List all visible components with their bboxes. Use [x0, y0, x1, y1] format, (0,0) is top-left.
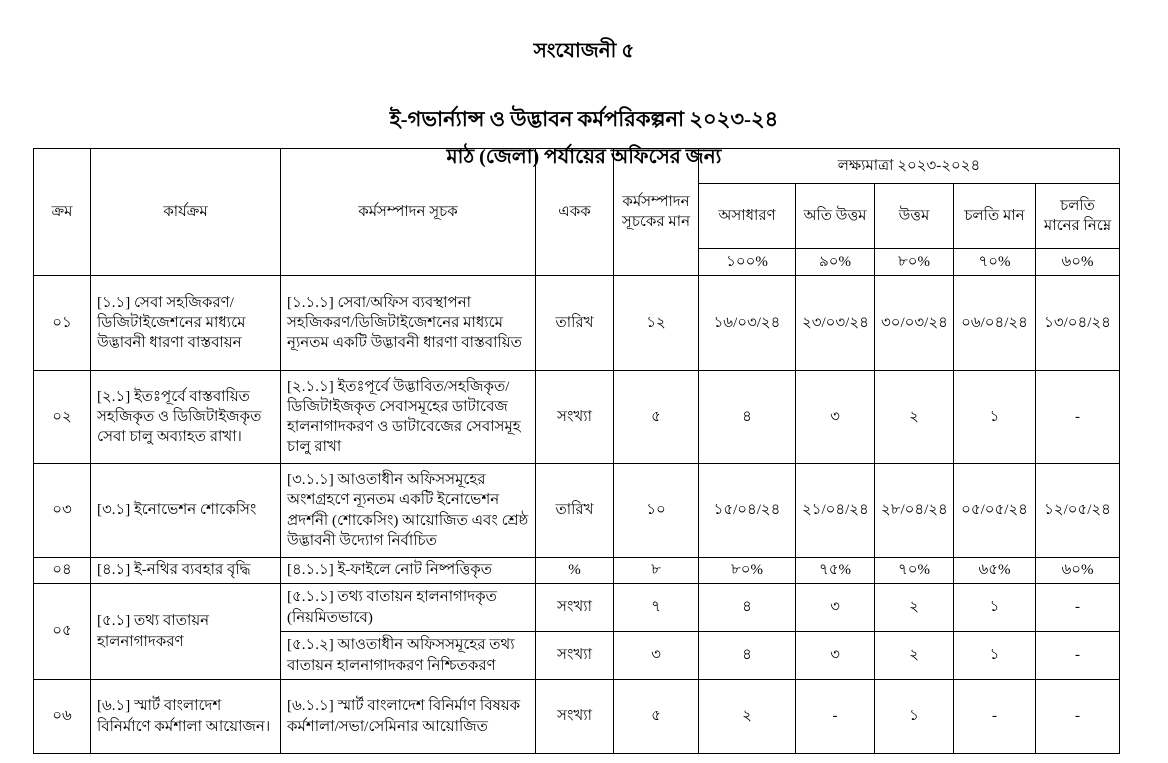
activity-cell: [৪.১] ই-নথির ব্যবহার বৃদ্ধি [91, 558, 281, 584]
target-cell: - [1036, 371, 1120, 464]
indicator-cell: [৪.১.১] ই-ফাইলে নোট নিষ্পত্তিকৃত [281, 558, 536, 584]
header-level-outstanding: অসাধারণ [699, 184, 796, 249]
header-pct-100: ১০০% [699, 249, 796, 276]
target-cell: ৩ [796, 584, 875, 632]
target-cell: ৩০/০৩/২৪ [875, 276, 954, 371]
target-cell: ২ [699, 680, 796, 754]
serial-cell: ০২ [34, 371, 91, 464]
weight-cell: ১০ [614, 464, 699, 558]
target-cell: ১ [875, 680, 954, 754]
target-cell: - [954, 680, 1036, 754]
activity-cell: [২.১] ইতঃপূর্বে বাস্তবায়িত সহজিকৃত ও ডিজিটাইজকৃত সেবা চালু অব্যাহত রাখা। [91, 371, 281, 464]
header-pct-90: ৯০% [796, 249, 875, 276]
activity-cell: [৩.১] ইনোভেশন শোকেসিং [91, 464, 281, 558]
target-cell: ১ [954, 584, 1036, 632]
target-cell: ৬৫% [954, 558, 1036, 584]
indicator-cell: [২.১.১] ইতঃপূর্বে উদ্ভাবিত/সহজিকৃত/ ডিজিটাইজকৃত সেবাসমূহের ডাটাবেজ হালনাগাদকরণ ও ডাটাবেজের সেবাসমূহ চালু রাখা [281, 371, 536, 464]
header-indicator-value: কর্মসম্পাদন সূচকের মান [614, 149, 699, 276]
page-title: ই-গভার্ন্যান্স ও উদ্ভাবন কর্মপরিকল্পনা ২০২৩-২৪ [389, 107, 779, 131]
indicator-cell: [৬.১.১] স্মার্ট বাংলাদেশ বিনির্মাণ বিষয়ক কর্মশালা/সভা/সেমিনার আয়োজিত [281, 680, 536, 754]
annex-title: সংযোজনী ৫ [533, 40, 635, 62]
page-subtitle: মাঠ (জেলা) পর্যায়ের অফিসের জন্য [446, 146, 722, 168]
table-row [34, 558, 1120, 584]
unit-cell: তারিখ [536, 276, 614, 371]
target-cell: ৪ [699, 584, 796, 632]
serial-cell: ০৬ [34, 680, 91, 754]
header-activity: কার্যক্রম [91, 149, 281, 276]
target-cell: ২৩/০৩/২৪ [796, 276, 875, 371]
target-cell: ২ [875, 584, 954, 632]
header-level-very-good: অতি উত্তম [796, 184, 875, 249]
target-cell: ২ [875, 632, 954, 680]
target-cell: ১ [954, 632, 1036, 680]
target-cell: ১২/০৫/২৪ [1036, 464, 1120, 558]
target-cell: ২৮/০৪/২৪ [875, 464, 954, 558]
target-cell: - [796, 680, 875, 754]
target-cell: ৩ [796, 632, 875, 680]
weight-cell: ৫ [614, 680, 699, 754]
header-serial: ক্রম [34, 149, 91, 276]
header-row-main [34, 149, 1120, 184]
target-cell: - [1036, 584, 1120, 632]
target-cell: ০৫/০৫/২৪ [954, 464, 1036, 558]
indicator-cell: [৫.১.২] আওতাধীন অফিসসমূহের তথ্য বাতায়ন হালনাগাদকরণ নিশ্চিতকরণ [281, 632, 536, 680]
target-cell: ২ [875, 371, 954, 464]
header-pct-80: ৮০% [875, 249, 954, 276]
target-cell: ৬০% [1036, 558, 1120, 584]
target-cell: ৩ [796, 371, 875, 464]
header-level-good: উত্তম [875, 184, 954, 249]
target-cell: ৪ [699, 632, 796, 680]
unit-cell: সংখ্যা [536, 371, 614, 464]
indicator-cell: [৩.১.১] আওতাধীন অফিসসমূহের অংশগ্রহণে ন্যূনতম একটি ইনোভেশন প্রদর্শনী (শোকেসিং) আয়োজিত এবং শ্রেষ্ঠ উদ্ভাবনী উদ্যোগ নির্বাচিত [281, 464, 536, 558]
header-target-group: লক্ষ্যমাত্রা ২০২৩-২০২৪ [699, 149, 1120, 184]
activity-cell: [৫.১] তথ্য বাতায়ন হালনাগাদকরণ [91, 584, 281, 680]
table-row [34, 584, 1120, 632]
unit-cell: % [536, 558, 614, 584]
header-level-current: চলতি মান [954, 184, 1036, 249]
target-cell: ৪ [699, 371, 796, 464]
weight-cell: ৮ [614, 558, 699, 584]
header-pct-70: ৭০% [954, 249, 1036, 276]
unit-cell: তারিখ [536, 464, 614, 558]
target-cell: ৮০% [699, 558, 796, 584]
target-cell: ১৫/০৪/২৪ [699, 464, 796, 558]
target-cell: ০৬/০৪/২৪ [954, 276, 1036, 371]
target-cell: ৭৫% [796, 558, 875, 584]
target-cell: ১৩/০৪/২৪ [1036, 276, 1120, 371]
table-row [34, 464, 1120, 558]
table-row [34, 680, 1120, 754]
weight-cell: ৭ [614, 584, 699, 632]
unit-cell: সংখ্যা [536, 584, 614, 632]
weight-cell: ৫ [614, 371, 699, 464]
table-row [34, 276, 1120, 371]
target-cell: ১ [954, 371, 1036, 464]
serial-cell: ০৩ [34, 464, 91, 558]
activity-cell: [১.১] সেবা সহজিকরণ/ ডিজিটাইজেশনের মাধ্যমে উদ্ভাবনী ধারণা বাস্তবায়ন [91, 276, 281, 371]
header-level-below-current: চলতি মানের নিম্নে [1036, 184, 1120, 249]
indicator-cell: [১.১.১] সেবা/অফিস ব্যবস্থাপনা সহজিকরণ/ডিজিটাইজেশনের মাধ্যমে ন্যূনতম একটি উদ্ভাবনী ধারণা বাস্তবায়িত [281, 276, 536, 371]
target-cell: - [1036, 632, 1120, 680]
serial-cell: ০১ [34, 276, 91, 371]
target-cell: ২১/০৪/২৪ [796, 464, 875, 558]
weight-cell: ৩ [614, 632, 699, 680]
activity-cell: [৬.১] স্মার্ট বাংলাদেশ বিনির্মাণে কর্মশালা আয়োজন। [91, 680, 281, 754]
indicator-cell: [৫.১.১] তথ্য বাতায়ন হালনাগাদকৃত (নিয়মিতভাবে) [281, 584, 536, 632]
workplan-table [33, 148, 1120, 754]
target-cell: ৭০% [875, 558, 954, 584]
target-cell: - [1036, 680, 1120, 754]
table-row [34, 371, 1120, 464]
header-pct-60: ৬০% [1036, 249, 1120, 276]
header-unit: একক [536, 149, 614, 276]
header-indicator: কর্মসম্পাদন সূচক [281, 149, 536, 276]
unit-cell: সংখ্যা [536, 680, 614, 754]
weight-cell: ১২ [614, 276, 699, 371]
target-cell: ১৬/০৩/২৪ [699, 276, 796, 371]
unit-cell: সংখ্যা [536, 632, 614, 680]
serial-cell: ০৪ [34, 558, 91, 584]
serial-cell: ০৫ [34, 584, 91, 680]
